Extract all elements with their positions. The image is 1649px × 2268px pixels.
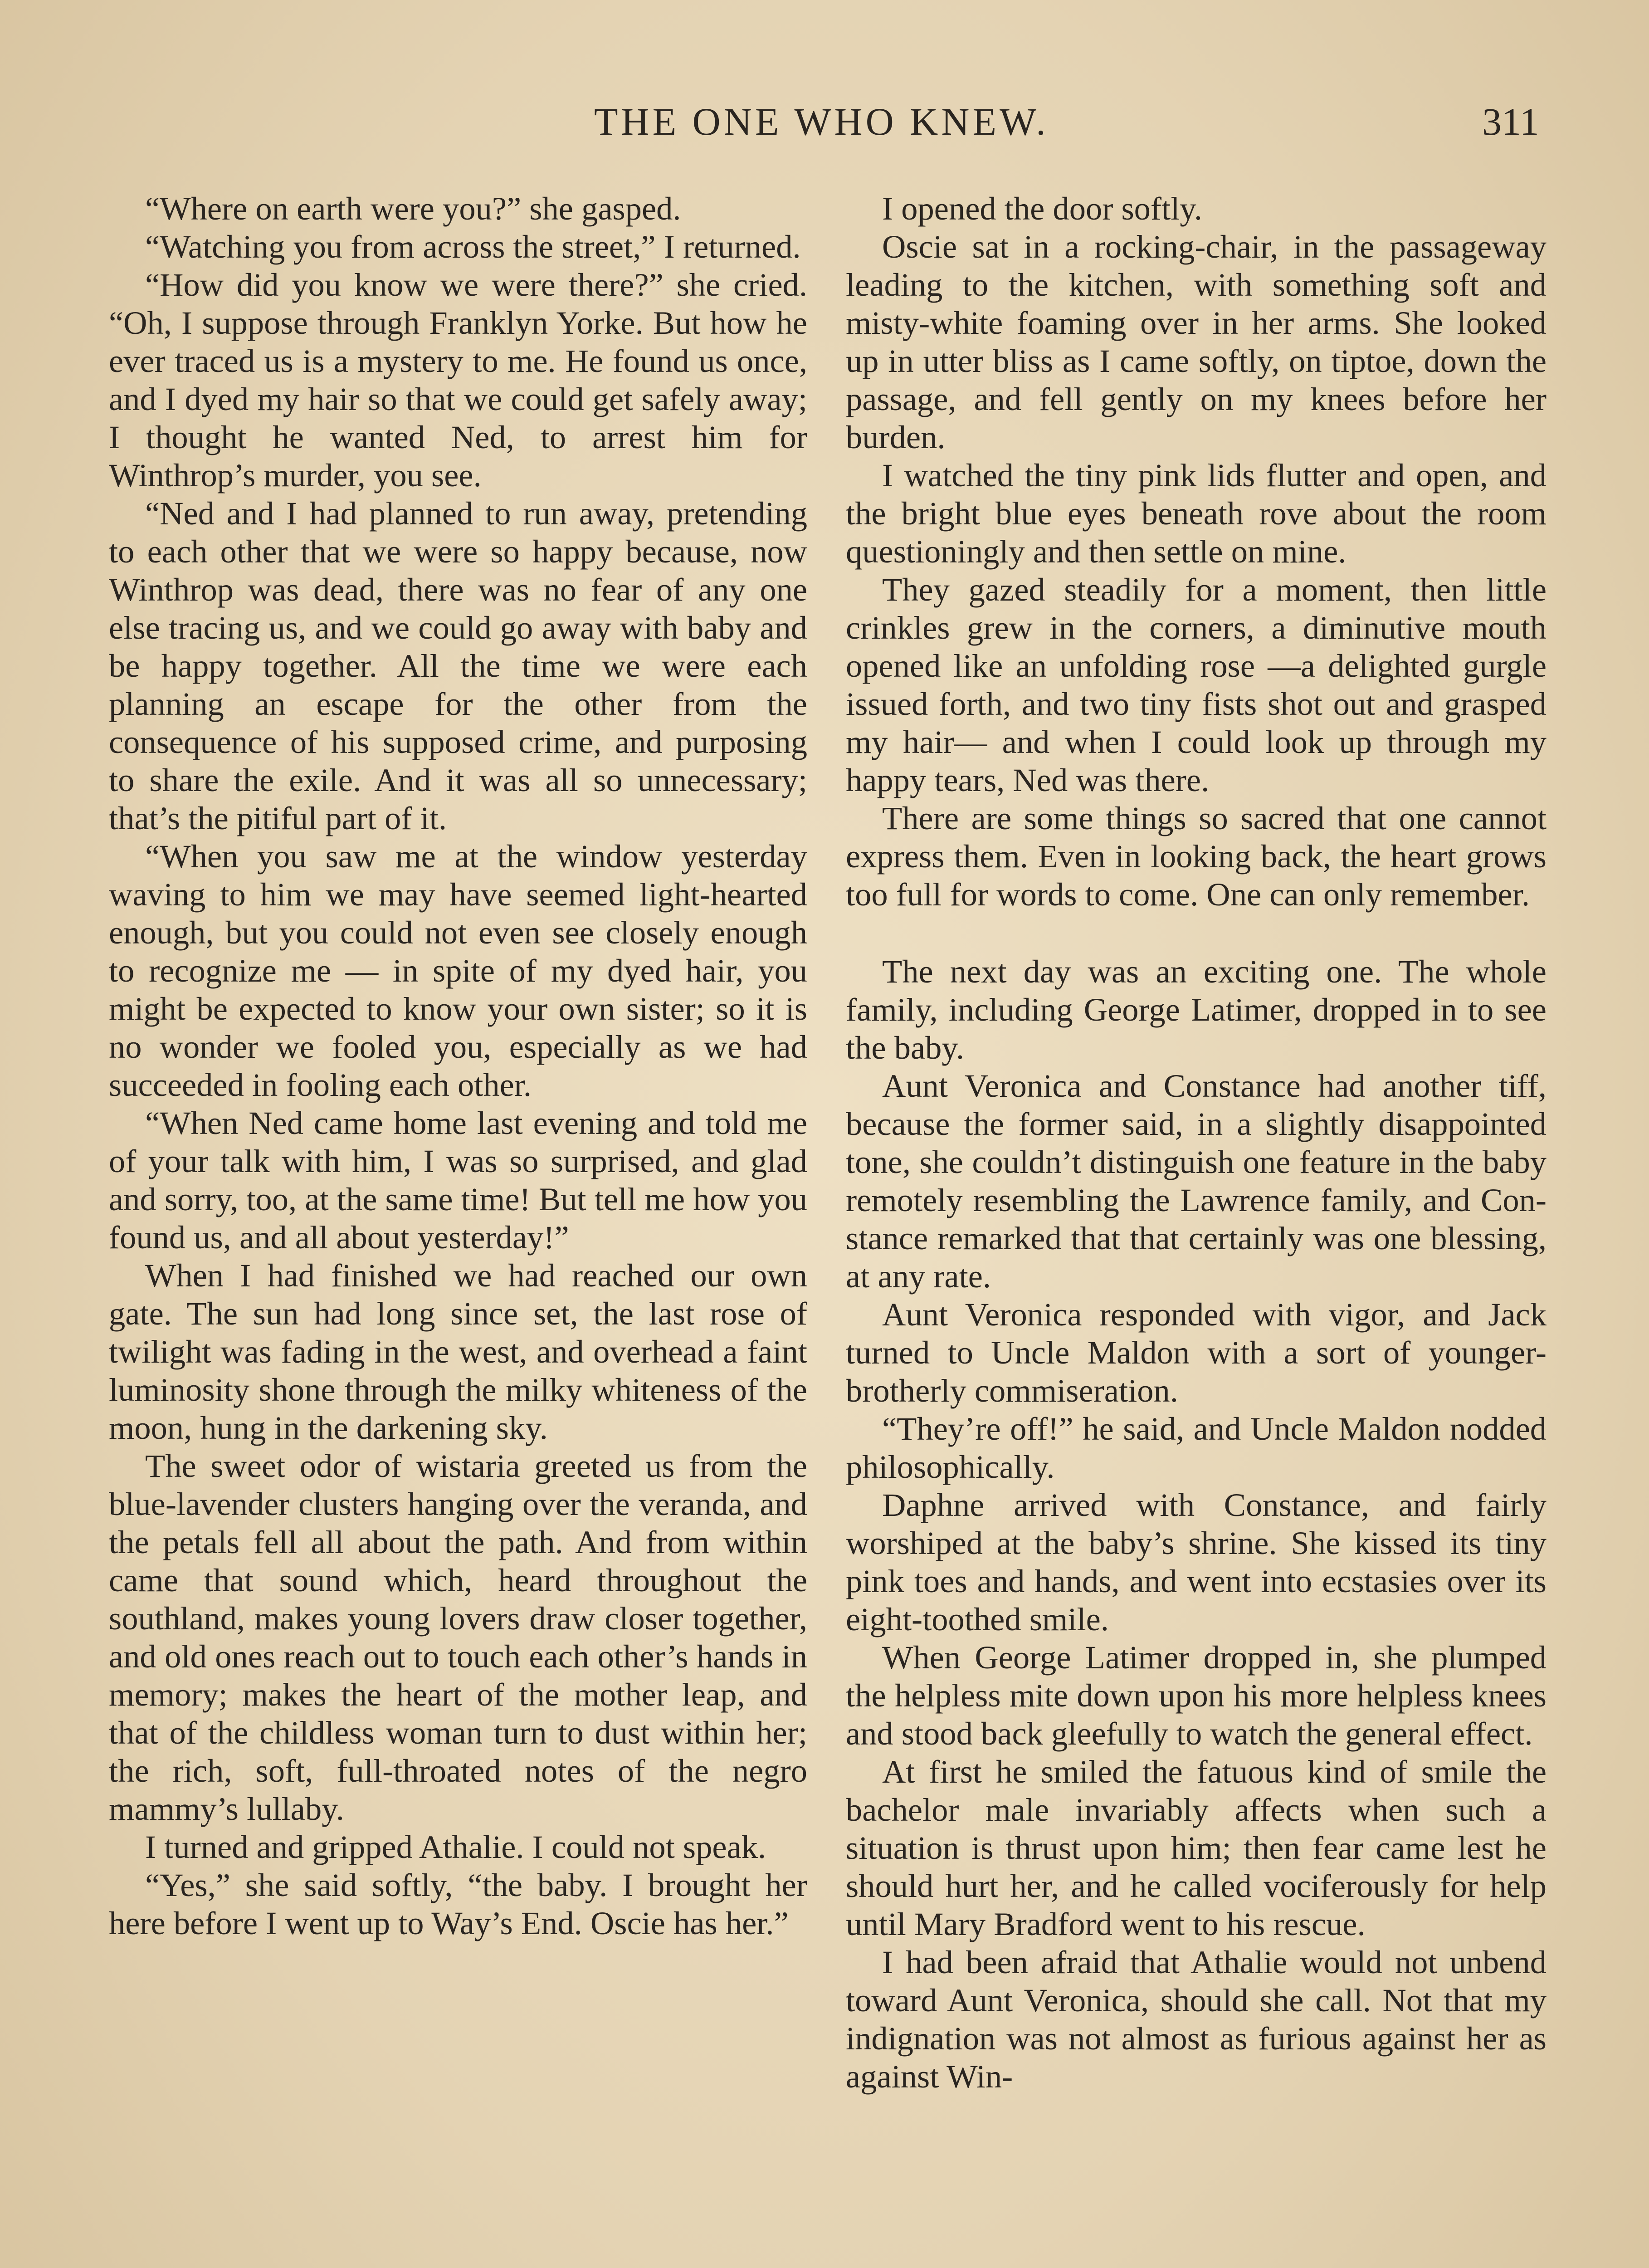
paragraph: They gazed steadily for a moment, then little crinkles grew in the corners, a diminutive mouth opened like an unfolding rose —a delighted gurgle issued forth, and two tiny fists shot out and grasped my hair— and when I could look up through my happy tears, Ned was there. [846,571,1547,798]
paragraph: “Yes,” she said softly, “the baby. I brought her here before I went up to Way’s End. Oscie has her.” [109,1867,807,1941]
paragraph: The sweet odor of wistaria greeted us from the blue-lavender clusters hanging over the veranda, and the petals fell all about the path. And from within came that sound which, heard throughout the southland, makes young lovers draw closer together, and old ones reach out to touch each other’s hands in memory; makes the heart of the mother leap, and that of the childless woman turn to dust within her; the rich, soft, full-throated notes of the negro mammy’s lullaby. [109,1447,807,1827]
paragraph: I had been afraid that Athalie would not unbend toward Aunt Veronica, should she call. Not that my indignation was not almost as furious against her as against Win- [846,1944,1547,2095]
page-number: 311 [1482,100,1539,143]
paragraph: I watched the tiny pink lids flutter and open, and the bright blue eyes beneath rove about the room questioningly and then settle on mine. [846,457,1547,570]
paragraph: “When you saw me at the window yesterday waving to him we may have seemed light-hearted enough, but you could not even see closely enough to recognize me — in spite of my dyed hair, you might be expected to know your own sister; so it is no wonder we fooled you, especially as we had succeeded in fooling each other. [109,838,807,1103]
paragraph: The next day was an exciting one. The whole family, including George Latimer, dropped in to see the baby. [846,953,1547,1066]
page-header [0,99,1649,149]
right-column [846,190,1547,2096]
paragraph: “Ned and I had planned to run away, pretending to each other that we were so happy because, now Winthrop was dead, there was no fear of any one else tracing us, and we could go away with baby and be happy together. All the time we were each planning an escape for the other from the consequence of his supposed crime, and purposing to share the exile. And it was all so unnecessary; that’s the pitiful part of it. [109,495,807,836]
paragraph: When I had finished we had reached our own gate. The sun had long since set, the last rose of twilight was fading in the west, and overhead a faint luminosity shone through the milky whiteness of the moon, hung in the darkening sky. [109,1257,807,1446]
paragraph: There are some things so sacred that one cannot express them. Even in looking back, the heart grows too full for words to come. One can only remember. [846,800,1547,913]
paragraph: “Where on earth were you?” she gasped. [145,190,681,227]
paragraph: Aunt Veronica and Constance had another tiff, because the former said, in a slightly disappointed tone, she couldn’t distinguish one feature in the baby remotely resembling the Lawrence family, and Constance remarked that that certainly was one blessing, at any rate. [846,1067,1547,1295]
paragraph: Oscie sat in a rocking-chair, in the passageway leading to the kitchen, with something soft and misty-white foaming over in her arms. She looked up in utter bliss as I came softly, on tiptoe, down the passage, and fell gently on my knees before her burden. [846,228,1547,455]
paragraph: I opened the door softly. [882,190,1203,227]
paragraph: “Watching you from across the street,” I returned. [145,228,801,265]
paragraph: Daphne arrived with Constance, and fairly worshiped at the baby’s shrine. She kissed its tiny pink toes and hands, and went into ecstasies over its eight-toothed smile. [846,1486,1547,1637]
left-column [109,190,807,1942]
paragraph: When George Latimer dropped in, she plumped the helpless mite down upon his more helpless knees and stood back gleefully to watch the general effect. [846,1639,1547,1752]
paragraph: I turned and gripped Athalie. I could not speak. [145,1828,766,1865]
paragraph: “When Ned came home last evening and told me of your talk with him, I was so surprised, and glad and sorry, too, at the same time! But tell me how you found us, and all about yesterday!” [109,1105,807,1256]
running-title: THE ONE WHO KNEW. [594,100,1049,143]
paragraph: At first he smiled the fatuous kind of smile the bachelor male invariably affects when such a situation is thrust upon him; then fear came lest he should hurt her, and he called vociferously for help until Mary Bradford went to his rescue. [846,1753,1547,1942]
paragraph: “How did you know we were there?” she cried. “Oh, I suppose through Franklyn Yorke. But how he ever traced us is a mystery to me. He found us once, and I dyed my hair so that we could get safely away; I thought he wanted Ned, to arrest him for Winthrop’s murder, you see. [109,266,807,494]
paragraph: Aunt Veronica responded with vigor, and Jack turned to Uncle Maldon with a sort of younger-brotherly commiseration. [846,1296,1547,1409]
paragraph: “They’re off!” he said, and Uncle Maldon nodded philosophically. [846,1410,1547,1485]
